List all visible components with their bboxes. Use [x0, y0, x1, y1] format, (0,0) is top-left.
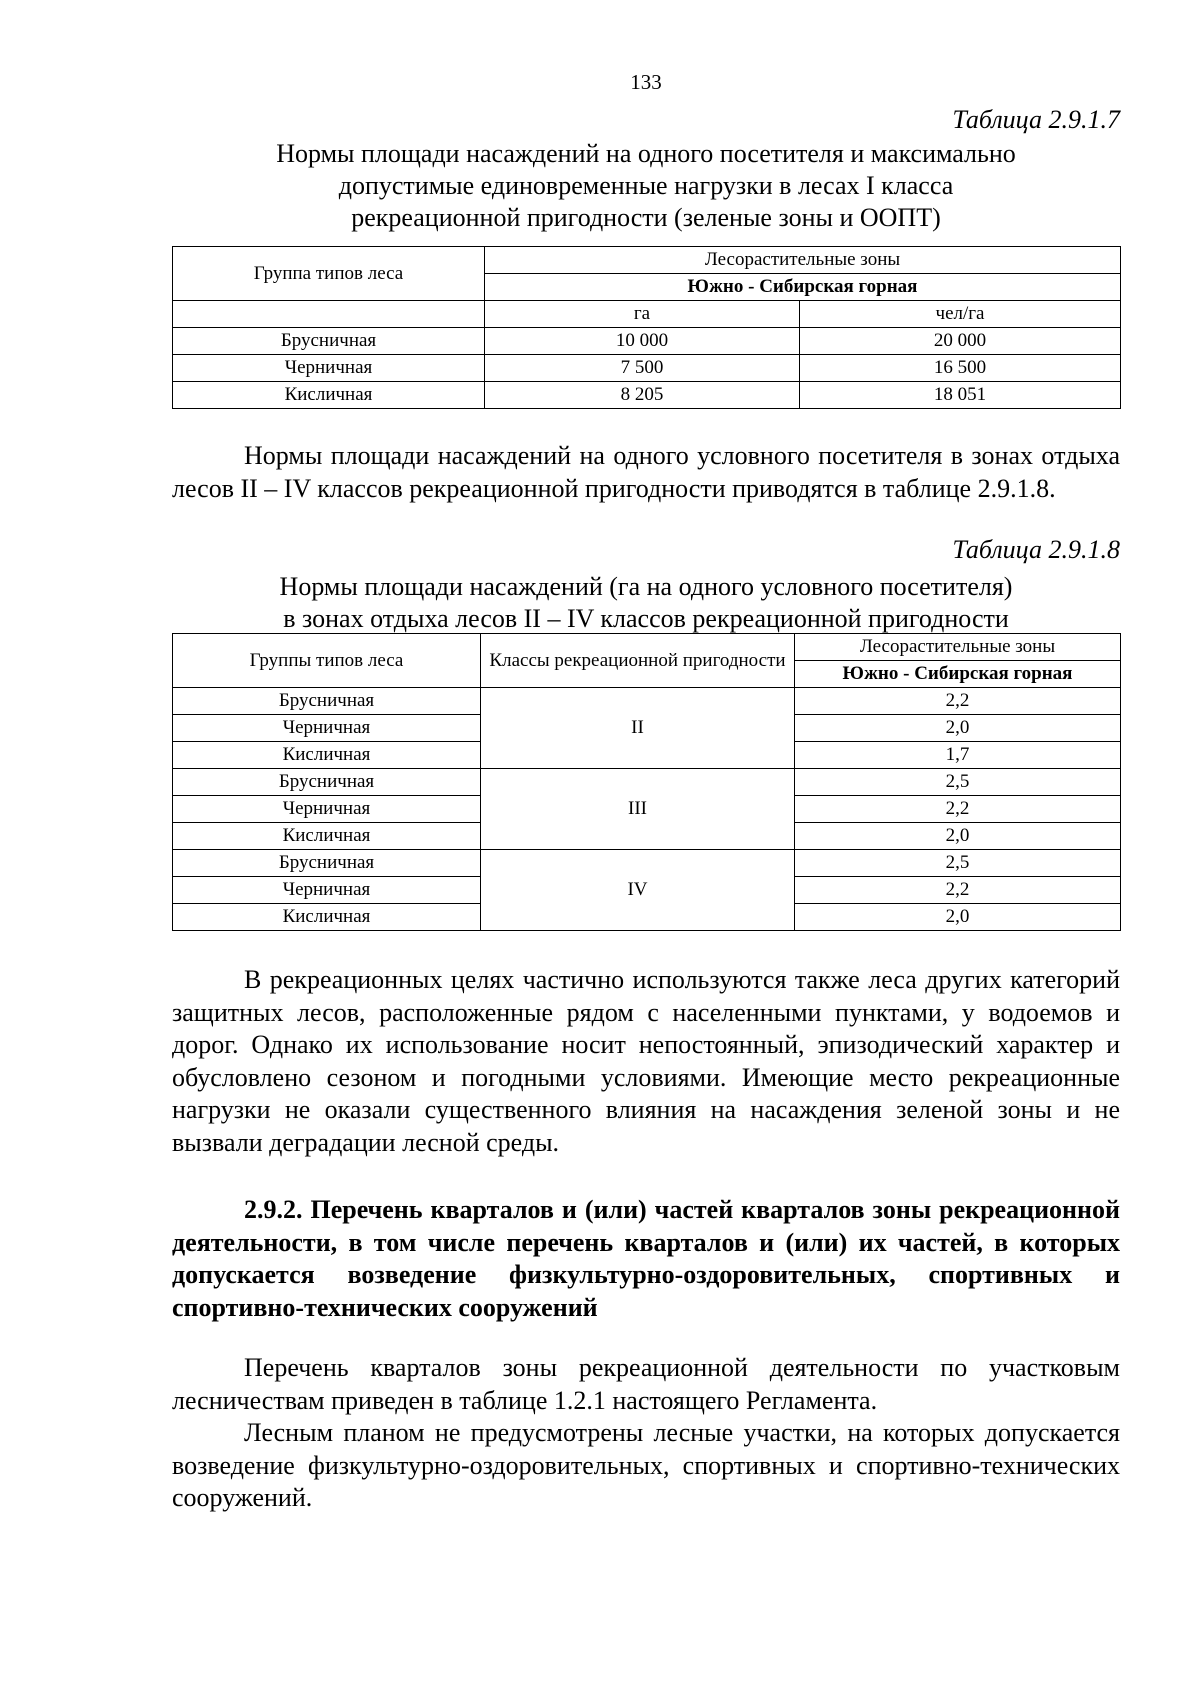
table-cell: 8 205 — [485, 382, 800, 409]
table-cell: 2,2 — [795, 796, 1121, 823]
table-cell: Черничная — [173, 355, 485, 382]
table2-header-zone-name: Южно - Сибирская горная — [795, 661, 1121, 688]
table2-title — [172, 571, 1120, 635]
table-cell: 2,5 — [795, 850, 1121, 877]
table-cell: Брусничная — [173, 850, 481, 877]
table1-title — [172, 138, 1120, 234]
table2-title-line: Нормы площади насаждений (га на одного условного посетителя) — [279, 572, 1013, 601]
table-cell: 7 500 — [485, 355, 800, 382]
table-cell: Черничная — [173, 877, 481, 904]
table-row — [173, 328, 1121, 355]
table-row — [173, 769, 1121, 796]
table1-header-ha: га — [485, 301, 800, 328]
table-cell: 2,0 — [795, 904, 1121, 931]
table2-title-line: в зонах отдыха лесов II – IV классов рекреационной пригодности — [283, 604, 1009, 633]
table-row — [173, 850, 1121, 877]
table-row — [173, 355, 1121, 382]
table-cell: Кисличная — [173, 742, 481, 769]
table1-header-zone-name: Южно - Сибирская горная — [485, 274, 1121, 301]
table2-header-classes: Классы рекреационной пригодности — [481, 634, 795, 688]
class-cell: III — [481, 769, 795, 850]
paragraph: Лесным планом не предусмотрены лесные участки, на которых допускается возведение физкультурно-оздоровительных, спортивных и спортивно-технических сооружений. — [172, 1418, 1120, 1512]
table-cell: Брусничная — [173, 769, 481, 796]
class-cell: IV — [481, 850, 795, 931]
paragraph: В рекреационных целях частично используются также леса других категорий защитных лесов, расположенные рядом с населенными пунктами, у водоемов и дорог. Однако их использование носит непостоянный, эпизодический характер и обусловлено сезоном и погодными условиями. Имеющие место рекреационные нагрузки не оказали существенного влияния на насаждения зеленой зоны и не вызвали деградации лесной среды. — [172, 965, 1120, 1157]
section-heading: 2.9.2. Перечень кварталов и (или) частей кварталов зоны рекреационной деятельности, в том числе перечень кварталов и (или) их частей, в которых допускается возведение физкультурно-оздоровительных, спортивных и спортивно-технических сооружений — [172, 1195, 1120, 1322]
table-cell: Брусничная — [173, 328, 485, 355]
table1-header-people: чел/га — [800, 301, 1121, 328]
table-cell: Брусничная — [173, 688, 481, 715]
table1-title-line: рекреационной пригодности (зеленые зоны и ООПТ) — [351, 203, 941, 232]
table-cell: 2,5 — [795, 769, 1121, 796]
page-number: 133 — [630, 70, 662, 94]
table2-header-zones: Лесорастительные зоны — [795, 634, 1121, 661]
table1-header-zones: Лесорастительные зоны — [485, 247, 1121, 274]
table-cell: Черничная — [173, 796, 481, 823]
table-cell: Кисличная — [173, 823, 481, 850]
table-cell: Кисличная — [173, 904, 481, 931]
paragraph: Перечень кварталов зоны рекреационной деятельности по участковым лесничествам приведен в таблице 1.2.1 настоящего Регламента. — [172, 1353, 1120, 1415]
table1-header-empty — [173, 301, 485, 328]
table1 — [172, 246, 1121, 409]
table-cell: 16 500 — [800, 355, 1121, 382]
class-cell: II — [481, 688, 795, 769]
table-cell: 1,7 — [795, 742, 1121, 769]
table2-header-group: Группы типов леса — [173, 634, 481, 688]
table2 — [172, 633, 1121, 931]
table-cell: 20 000 — [800, 328, 1121, 355]
table-cell: 2,2 — [795, 877, 1121, 904]
table1-caption: Таблица 2.9.1.7 — [952, 105, 1120, 134]
table-cell: 2,2 — [795, 688, 1121, 715]
table-cell: Кисличная — [173, 382, 485, 409]
table-cell: 10 000 — [485, 328, 800, 355]
table1-title-line: допустимые единовременные нагрузки в лесах I класса — [338, 171, 954, 200]
paragraph: Нормы площади насаждений на одного условного посетителя в зонах отдыха лесов II – IV классов рекреационной пригодности приводятся в таблице 2.9.1.8. — [172, 441, 1120, 503]
table-cell: Черничная — [173, 715, 481, 742]
table1-title-line: Нормы площади насаждений на одного посетителя и максимально — [276, 139, 1016, 168]
table2-caption: Таблица 2.9.1.8 — [952, 535, 1120, 564]
table-row — [173, 688, 1121, 715]
table-row — [173, 382, 1121, 409]
table-cell: 2,0 — [795, 823, 1121, 850]
table-cell: 2,0 — [795, 715, 1121, 742]
table-cell: 18 051 — [800, 382, 1121, 409]
table1-header-group: Группа типов леса — [173, 247, 485, 301]
